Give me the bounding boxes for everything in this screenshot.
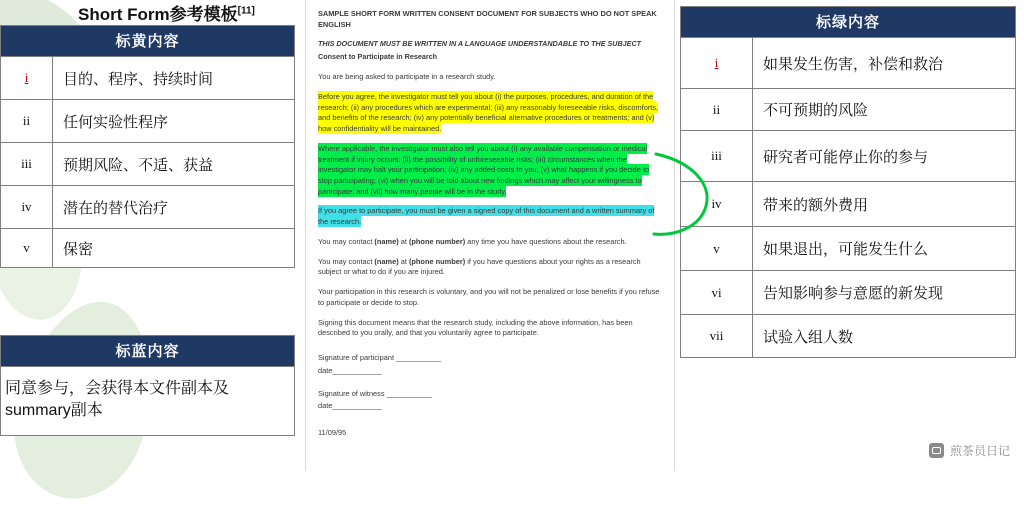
row-index: v (1, 229, 53, 268)
participant-signature-line: Signature of participant ___________ (318, 353, 442, 363)
blue-table-header: 标蓝内容 (1, 336, 295, 367)
row-text: 研究者可能停止你的参与 (753, 131, 1016, 182)
document-title: SAMPLE SHORT FORM WRITTEN CONSENT DOCUMENT FOR SUBJECTS WHO DO NOT SPEAK ENGLISH (318, 9, 657, 30)
yellow-table-header: 标黄内容 (1, 26, 295, 57)
row-index: i (681, 38, 753, 89)
yellow-content-table (0, 25, 295, 268)
green-content-table (680, 6, 1016, 358)
row-text: 保密 (53, 229, 295, 268)
contact-post: any time you have questions about the research. (465, 236, 627, 246)
row-text: 带来的额外费用 (753, 182, 1016, 227)
contact-name-placeholder: (name) (374, 256, 399, 266)
row-index: vi (681, 271, 753, 315)
row-text: 如果发生伤害，补偿和救治 (753, 38, 1016, 89)
cyan-highlight-text: If you agree to participate, you must be given a signed copy of this document and a written summary of the research. (318, 206, 655, 227)
contact-at: at (398, 236, 409, 246)
table-header-row (681, 7, 1016, 38)
witness-signature-line: Signature of witness ___________ (318, 388, 432, 398)
row-text: 试验入组人数 (753, 315, 1016, 358)
signature-block-participant (318, 353, 664, 412)
table-row (1, 143, 295, 186)
row-index: ii (681, 89, 753, 131)
table-row (681, 271, 1016, 315)
page-title-text: Short Form参考模板 (78, 5, 238, 24)
row-text: 任何实验性程序 (53, 100, 295, 143)
row-index: iv (681, 182, 753, 227)
document-cyan-paragraph (318, 206, 664, 227)
row-text: 潜在的替代治疗 (53, 186, 295, 229)
contact-phone-placeholder: (phone number) (408, 256, 466, 266)
row-text: 预期风险、不适、获益 (53, 143, 295, 186)
row-index: i (1, 57, 53, 100)
row-text: 如果退出，可能发生什么 (753, 227, 1016, 271)
document-voluntary: Your participation in this research is voluntary, and you will not be penalized or lose benefits if you refuse to participate or decide to stop. (318, 287, 660, 307)
table-header-row (1, 336, 295, 367)
wechat-account-icon (929, 443, 944, 458)
blue-table-body: 同意参与，会获得本文件副本及summary副本 (1, 367, 295, 436)
row-text: 不可预期的风险 (753, 89, 1016, 131)
yellow-highlight-text: Before you agree, the investigator must tell you about (i) the purposes, procedures, and duration of the research; (ii) any procedures which are experimental; (iii) any reasonably foreseeable risks, discomforts, and benefits of the research; (iv) any potentially beneficial alternative procedures or treatments; and (v) how confidentiality will be maintained. (318, 91, 659, 134)
table-row (681, 182, 1016, 227)
contact-name-placeholder: (name) (374, 236, 399, 246)
blue-content-table (0, 335, 295, 436)
document-footer-date: 11/09/95 (318, 427, 347, 437)
table-row (681, 315, 1016, 358)
green-table-header: 标绿内容 (681, 7, 1016, 38)
green-highlight-text: Where applicable, the investigator must also tell you about (i) any available compensation or medical treatment if injury occurs; (ii) the possibility of unforeseeable risks; (iii) circumstances when the investigator may halt your participation; (iv) any added costs to you; (v) what happens if you decide to stop participating; (vi) when you will be told about new findings which may affect your willingness to participate; and (vii) how many people will be in the study. (318, 143, 650, 196)
row-text: 告知影响参与意愿的新发现 (753, 271, 1016, 315)
watermark (929, 442, 1010, 459)
row-index: vii (681, 315, 753, 358)
document-intro: You are being asked to participate in a research study. (318, 72, 496, 82)
contact-phone-placeholder: (phone number) (408, 236, 466, 246)
table-row (1, 186, 295, 229)
row-text: 目的、程序、持续时间 (53, 57, 295, 100)
row-index: iv (1, 186, 53, 229)
document-subtitle: Consent to Participate in Research (318, 51, 438, 61)
table-row (681, 89, 1016, 131)
row-index: iii (681, 131, 753, 182)
document-yellow-paragraph (318, 92, 664, 135)
row-index: v (681, 227, 753, 271)
table-row (681, 227, 1016, 271)
document-signing: Signing this document means that the research study, including the above information, has been described to you orally, and that you voluntarily agree to participate. (318, 317, 633, 338)
table-row (1, 100, 295, 143)
contact-pre: You may contact (318, 236, 375, 246)
participant-date-line: date____________ (318, 365, 382, 375)
table-row (1, 57, 295, 100)
document-green-paragraph (318, 144, 664, 198)
document-must-notice: THIS DOCUMENT MUST BE WRITTEN IN A LANGUAGE UNDERSTANDABLE TO THE SUBJECT (318, 39, 642, 49)
consent-document-page (305, 0, 675, 471)
table-row (1, 229, 295, 268)
page-title (78, 0, 255, 25)
witness-date-line: date____________ (318, 401, 382, 411)
document-rights-contact (318, 257, 664, 278)
table-header-row (1, 26, 295, 57)
row-index: iii (1, 143, 53, 186)
row-index: ii (1, 100, 53, 143)
rights-pre: You may contact (318, 256, 375, 266)
watermark-label: 煎茶员日记 (949, 444, 1010, 458)
table-row (681, 131, 1016, 182)
document-contact-questions (318, 237, 664, 248)
contact-at: at (398, 256, 409, 266)
table-row (1, 367, 295, 436)
table-row (681, 38, 1016, 89)
page-title-footnote: [11] (237, 5, 255, 17)
rights-post: if you have questions about your rights as a research subject or what to do if you are injured. (318, 256, 641, 277)
